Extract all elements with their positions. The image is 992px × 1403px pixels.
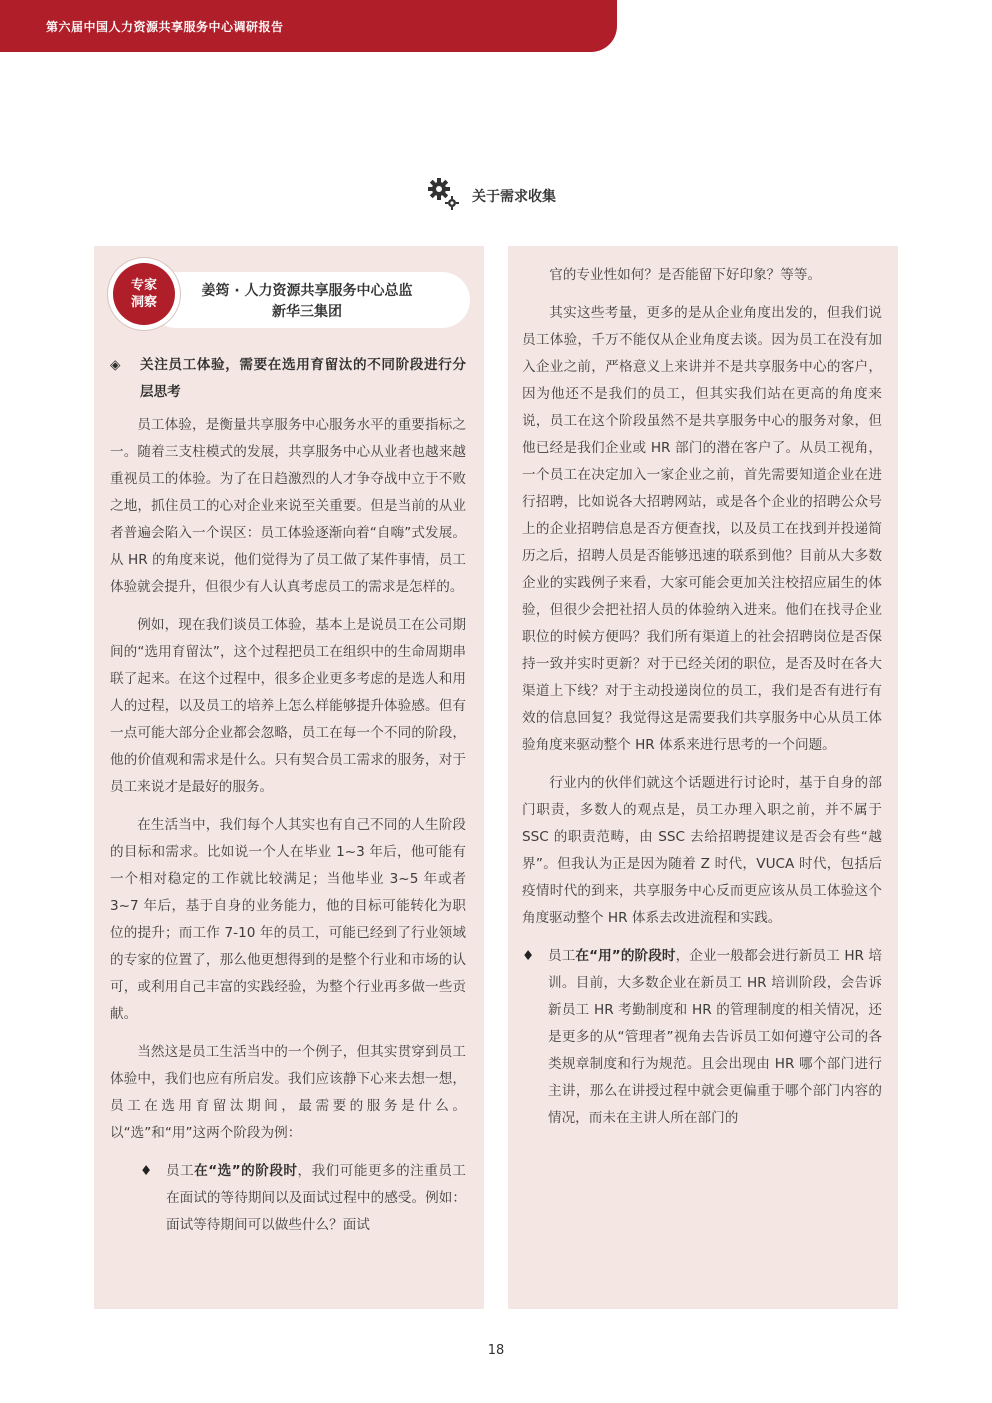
bullet-prefix: 员工 <box>548 948 576 964</box>
bullet-text: ，企业一般都会进行新员工 HR 培训。目前，大多数企业在新员工 HR 培训阶段，会告诉新员工 HR 考勤制度和 HR 的管理制度的相关情况，还是更多的从“管理者”视角去告诉员工如何遵守公司的各类规章制度和行为规范。且会出现由 HR 哪个部门进行主讲，那么在讲授过程中就会更偏重于哪个部门内容的情况，而未在主讲人所在部门的 <box>548 948 883 1126</box>
expert-header <box>108 258 470 328</box>
insight-heading-text: 关注员工体验，需要在选用育留汰的不同阶段进行分层思考 <box>140 357 466 400</box>
paragraph: 员工体验，是衡量共享服务中心服务水平的重要指标之一。随着三支柱模式的发展，共享服务中心从业者也越来越重视员工的体验。为了在日趋激烈的人才争夺战中立于不败之地，抓住员工的心对企业来说至关重要。但是当前的从业者普遍会陷入一个误区：员工体验逐渐向着“自嗨”式发展。从 HR 的角度来说，他们觉得为了员工做了某件事情，员工体验就会提升，但很少有人认真考虑员工的需求是怎样的。 <box>110 417 466 595</box>
left-column-panel <box>94 246 484 1309</box>
expert-badge <box>108 258 180 330</box>
gears-icon <box>426 176 460 216</box>
expert-name: 姜筠 · 人力资源共享服务中心总监 <box>201 283 413 299</box>
diamond-icon: ◈ <box>110 357 121 373</box>
paragraph: 其实这些考量，更多的是从企业角度出发的，但我们说员工体验，千万不能仅从企业角度去谈。因为员工在没有加入企业之前，严格意义上来讲并不是共享服务中心的客户，因为他还不是我们的员工，但其实我们站在更高的角度来说，员工在这个阶段虽然不是共享服务中心的服务对象，但他已经是我们企业或 HR 部门的潜在客户了。从员工视角，一个员工在决定加入一家企业之前，首先需要知道企业在进行招聘，比如说各大招聘网站，或是各个企业的招聘公众号上的企业招聘信息是否方便查找，以及员工在找到并投递简历之后，招聘人员是否能够迅速的联系到他？目前从大多数企业的实践例子来看，大家可能会更加关注校招应届生的体验，但很少会把社招人员的体验纳入进来。他们在找寻企业职位的时候方便吗？我们所有渠道上的社会招聘岗位是否保持一致并实时更新？对于已经关闭的职位，是否及时在各大渠道上下线？对于主动投递岗位的员工，我们是否有进行有效的信息回复？我觉得这是需要我们共享服务中心从员工体验角度来驱动整个 HR 体系来进行思考的一个问题。 <box>522 305 882 753</box>
section-title: 关于需求收集 <box>472 189 556 205</box>
paragraph: 例如，现在我们谈员工体验，基本上是说员工在公司期间的“选用育留汰”，这个过程把员工在组织中的生命周期串联了起来。在这个过程中，很多企业更多考虑的是选人和用人的过程，以及员工的培养上怎么样能够提升体验感。但有一点可能大部分企业都会忽略，员工在每一个不同的阶段，他的价值观和需求是什么。只有契合员工需求的服务，对于员工来说才是最好的服务。 <box>110 617 466 795</box>
bullet-diamond-icon: ♦ <box>140 1163 153 1179</box>
bullet-text: ，我们可能更多的注重员工在面试的等待期间以及面试过程中的感受。例如：面试等待期间可以做些什么？面试 <box>166 1163 467 1233</box>
header-banner <box>0 0 617 52</box>
left-text-block <box>110 352 466 1239</box>
page-number: 18 <box>487 1343 505 1358</box>
badge-text-line1: 专家 <box>130 278 157 293</box>
paragraph-continued: 官的专业性如何？是否能留下好印象？等等。 <box>549 267 822 283</box>
bullet-bold: 在“用”的阶段时 <box>575 948 676 964</box>
report-title: 第六届中国人力资源共享服务中心调研报告 <box>46 20 284 34</box>
expert-company: 新华三集团 <box>272 304 342 320</box>
right-column-panel <box>508 246 898 1309</box>
bullet-diamond-icon: ♦ <box>522 948 535 964</box>
paragraph: 在生活当中，我们每个人其实也有自己不同的人生阶段的目标和需求。比如说一个人在毕业 1~3 年后，他可能有一个相对稳定的工作就比较满足；当他毕业 3~5 年或者 3~7 年后，基于自身的业务能力，他的目标可能转化为职位的提升；而工作 7-10 年的员工，可能已经到了行业领域的专家的位置了，那么他更想得到的是整个行业和市场的认可，或利用自己丰富的实践经验，为整个行业再多做一些贡献。 <box>110 817 466 1022</box>
bullet-item <box>522 943 882 1132</box>
bullet-bold: 在“选”的阶段时 <box>194 1163 298 1179</box>
insight-heading <box>110 352 466 406</box>
bullet-prefix: 员工 <box>166 1163 195 1179</box>
paragraph: 行业内的伙伴们就这个话题进行讨论时，基于自身的部门职责，多数人的观点是，员工办理入职之前，并不属于 SSC 的职责范畴，由 SSC 去给招聘提建议是否会有些“越界”。但我认为正是因为随着 Z 时代，VUCA 时代，包括后疫情时代的到来，共享服务中心反而更应该从员工体验这个角度驱动整个 HR 体系去改进流程和实践。 <box>522 775 882 926</box>
right-text-block <box>522 262 883 1132</box>
paragraph: 当然这是员工生活当中的一个例子，但其实贯穿到员工体验中，我们也应有所启发。我们应该静下心来去想一想，员工在选用育留汰期间，最需要的服务是什么。以“选”和“用”这两个阶段为例： <box>110 1044 466 1141</box>
bullet-item <box>140 1158 466 1239</box>
badge-text-line2: 洞察 <box>130 295 157 310</box>
section-header <box>426 178 556 214</box>
